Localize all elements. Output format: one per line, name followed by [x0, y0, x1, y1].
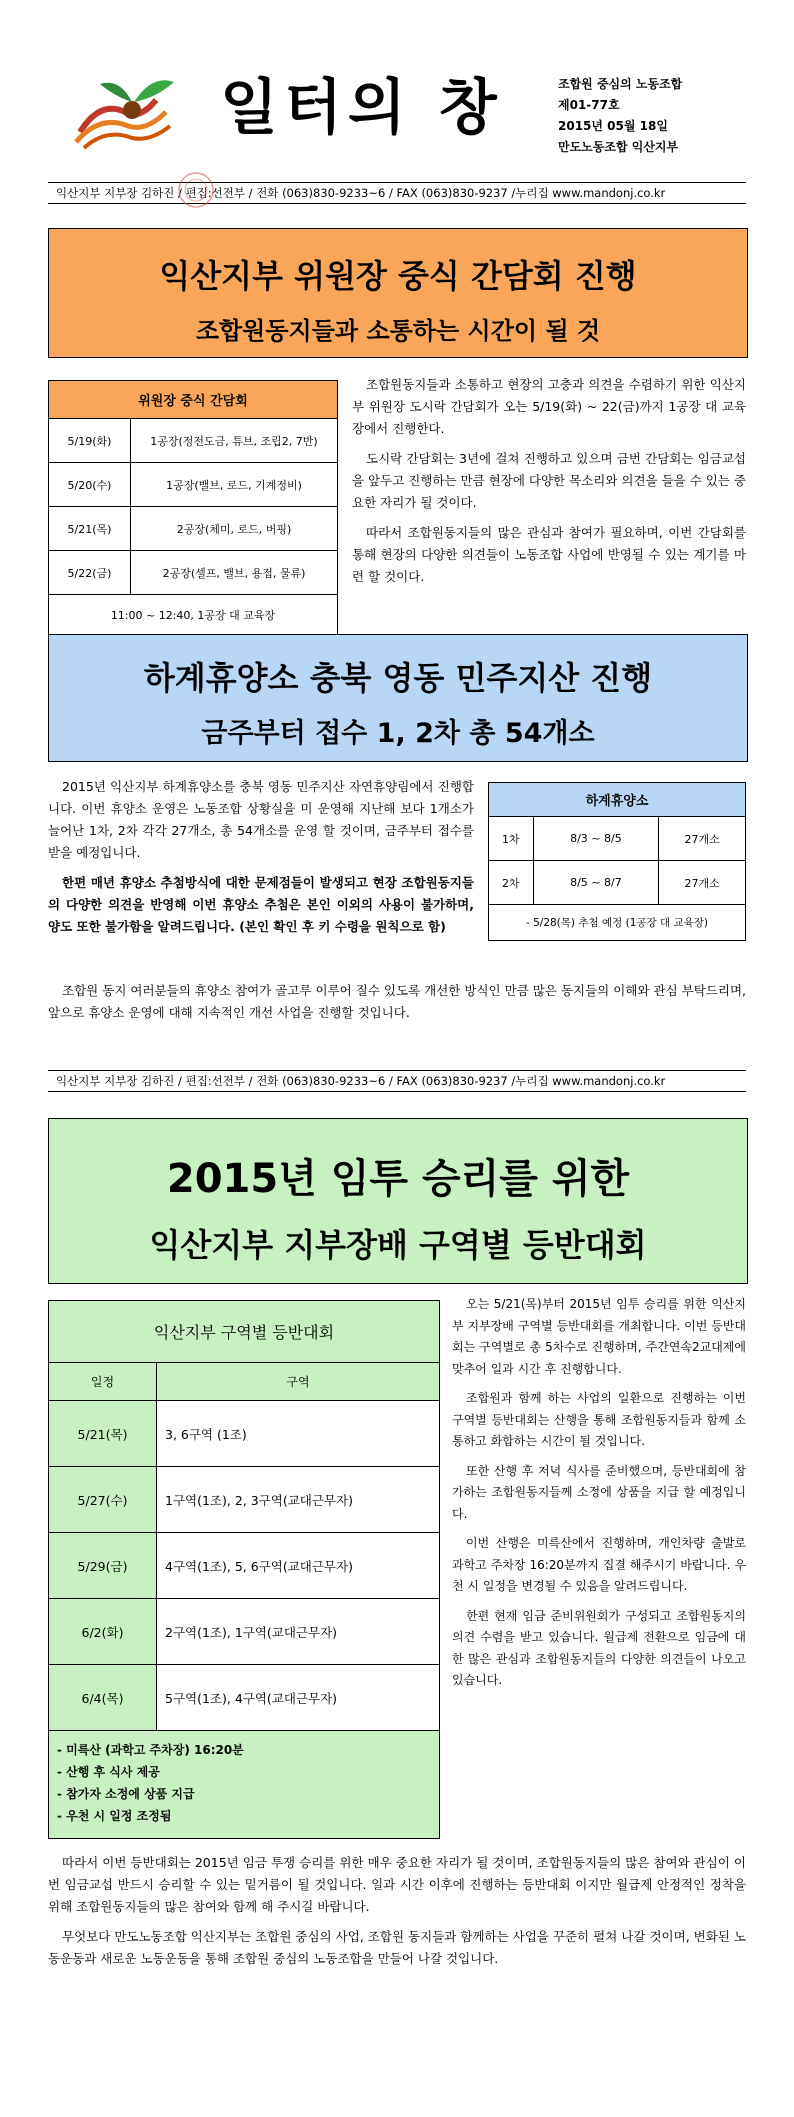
article3-headline-box — [48, 1118, 748, 1284]
table-row: 6/4(목) 5구역(1조), 4구역(교대근무자) — [49, 1665, 440, 1731]
issue-publisher: 만도노동조합 익산지부 — [558, 140, 679, 154]
article1-body: 조합원동지들과 소통하고 현장의 고충과 의견을 수렴하기 위한 익산지부 위원장 도시락 간담회가 오는 5/19(화) ~ 22(금)까지 1공장 대 교육장에서 진행한다. 도시락 간담회는 3년에 걸쳐 진행하고 있으며 금번 간담회는 임금교섭을 앞두고 진행하는 만큼 현장에 다양한 목소리와 의견을 들을 수 있는 중요한 자리가 될 것이다. 따라서 조합원동지들의 많은 관심과 참여가 필요하며, 이번 간담회를 통해 현장의 다양한 의견들이 노동조합 사업에 반영될 수 있는 계기를 마련 할 것이다. — [352, 377, 746, 584]
info-bar-top: 익산지부 지부장 김하진 / 편집:선전부 / 전화 (063)830-9233~6 / FAX (063)830-9237 /누리집 www.mandonj.co.kr — [48, 182, 746, 204]
lunch-meeting-table — [48, 380, 338, 635]
union-logo-icon — [70, 70, 180, 150]
table-note: 11:00 ~ 12:40, 1공장 대 교육장 — [49, 595, 338, 635]
table-row: 5/21(목) 2공장(체미, 로드, 버핑) — [49, 507, 338, 551]
table-row: 5/22(금) 2공장(셀프, 밸브, 용접, 물류) — [49, 551, 338, 595]
info-bar-bottom: 익산지부 지부장 김하진 / 편집:선전부 / 전화 (063)830-9233~6 / FAX (063)830-9237 /누리집 www.mandonj.co.kr — [48, 1070, 746, 1092]
article2-headline: 하계휴양소 충북 영동 민주지산 진행 — [143, 659, 653, 697]
article3-subheadline: 익산지부 지부장배 구역별 등반대회 — [149, 1226, 647, 1264]
article2-body: 2015년 익산지부 하계휴양소를 충북 영동 민주지산 자연휴양림에서 진행합니다. 이번 휴양소 운영은 노동조합 상황실을 미 운영해 지난해 보다 1개소가 늘어난 1차, 2차 각각 27개소, 총 54개소를 운영 할 것이며, 금주부터 접수를 받을 예정입니다. 한편 매년 휴양소 추첨방식에 대한 문제점들이 발생되고 현장 조합원동지들의 다양한 의견을 반영해 이번 휴양소 추첨은 본인 이외의 사용이 불가하며, 양도 또한 불가함을 알려드립니다. (본인 확인 후 키 수령을 원칙으로 함) — [48, 779, 474, 934]
table-row: 2차 8/5 ~ 8/7 27개소 — [489, 861, 746, 905]
issue-info — [558, 74, 682, 158]
table-row: 5/21(목) 3, 6구역 (1조) — [49, 1401, 440, 1467]
table-title: 위원장 중식 간담회 — [49, 381, 338, 419]
summer-resort-table — [488, 782, 746, 941]
table-notes: - 미륵산 (과학고 주차장) 16:20분 - 산행 후 식사 제공 - 참가자 소정에 상품 지급 - 우천 시 일정 조정됨 — [49, 1731, 440, 1839]
seal-stamp-icon — [176, 170, 216, 210]
article2-subheadline: 금주부터 접수 1, 2차 총 54개소 — [201, 718, 595, 749]
article3-body-bottom: 따라서 이번 등반대회는 2015년 임금 투쟁 승리를 위한 매우 중요한 자리가 될 것이며, 조합원동지들의 많은 참여와 관심이 이번 임금교섭 반드시 승리할 수 있는 밑거름이 될 것입니다. 일과 시간 이후에 진행하는 등반대회 이지만 월급제 안정적인 정착을 위해 조합원동지들의 많은 참여와 함께 해 주시길 바랍니다. 무엇보다 만도노동조합 익산지부는 조합원 중심의 사업, 조합원 동지들과 함께하는 사업을 꾸준히 펼쳐 나갈 것이며, 변화된 노동운동과 새로운 노동운동을 통해 조합원 중심의 노동조합을 만들어 나갈 것입니다. — [48, 1855, 746, 1966]
article2-body-bottom: 조합원 동지 여러분들의 휴양소 참여가 골고루 이루어 질수 있도록 개선한 방식인 만큼 많은 동지들의 이해와 관심 부탁드리며, 앞으로 휴양소 운영에 대해 지속적인 개선 사업을 진행할 것입니다. — [48, 983, 746, 1020]
table-row: 5/29(금) 4구역(1조), 5, 6구역(교대근무자) — [49, 1533, 440, 1599]
table-row: 5/19(화) 1공장(정전도금, 튜브, 조립2, 7반) — [49, 419, 338, 463]
table-row: 5/20(수) 1공장(밸브, 로드, 기계정비) — [49, 463, 338, 507]
table-title: 익산지부 구역별 등반대회 — [49, 1301, 440, 1363]
hiking-schedule-table — [48, 1300, 440, 1839]
masthead — [70, 60, 760, 170]
newspaper-title: 일터의 창 — [220, 73, 503, 143]
table-row: 6/2(화) 2구역(1조), 1구역(교대근무자) — [49, 1599, 440, 1665]
table-note: - 5/28(목) 추첨 예정 (1공장 대 교육장) — [489, 905, 746, 941]
article2-headline-box — [48, 634, 748, 762]
article3-body-right: 오는 5/21(목)부터 2015년 임투 승리를 위한 익산지부 지부장배 구역별 등반대회를 개최합니다. 이번 등반대회는 구역별로 총 5차수로 진행하며, 주간연속2교대제에 맞추어 일과 시간 후 진행합니다. 조합원과 함께 하는 사업의 일환으로 진행하는 이번 구역별 등반대회는 산행을 통해 조합원동지들과 함께 소통하고 화합하는 시간이 될 것입니다. 또한 산행 후 저녁 식사를 준비했으며, 등반대회에 참가하는 조합원동지들께 소정에 상품을 지급 할 예정입니다. 이번 산행은 미륵산에서 진행하며, 개인차량 출발로 과학고 주차장 16:20분까지 집결 해주시기 바랍니다. 우천 시 일정을 변경될 수 있음을 알려드립니다. 한편 현재 임금 준비위원회가 구성되고 조합원동지의 의견 수렴을 받고 있습니다. 월급제 전환으로 임금에 대한 많은 관심과 조합원동지들의 다양한 의견들이 나오고 있습니다. — [452, 1297, 746, 1687]
issue-slogan: 조합원 중심의 노동조합 — [558, 77, 683, 91]
issue-number: 제01-77호 — [558, 98, 620, 112]
article1-headline: 익산지부 위원장 중식 간담회 진행 — [159, 257, 637, 295]
article1-headline-box — [48, 228, 748, 358]
issue-date: 2015년 05월 18일 — [558, 119, 668, 133]
article1-subheadline: 조합원동지들과 소통하는 시간이 될 것 — [195, 317, 601, 345]
table-row: 5/27(수) 1구역(1조), 2, 3구역(교대근무자) — [49, 1467, 440, 1533]
table-title: 하계휴양소 — [489, 783, 746, 817]
article3-headline: 2015년 임투 승리를 위한 — [166, 1156, 630, 1202]
column-header-area: 구역 — [157, 1363, 440, 1401]
column-header-date: 일정 — [49, 1363, 157, 1401]
table-row: 1차 8/3 ~ 8/5 27개소 — [489, 817, 746, 861]
